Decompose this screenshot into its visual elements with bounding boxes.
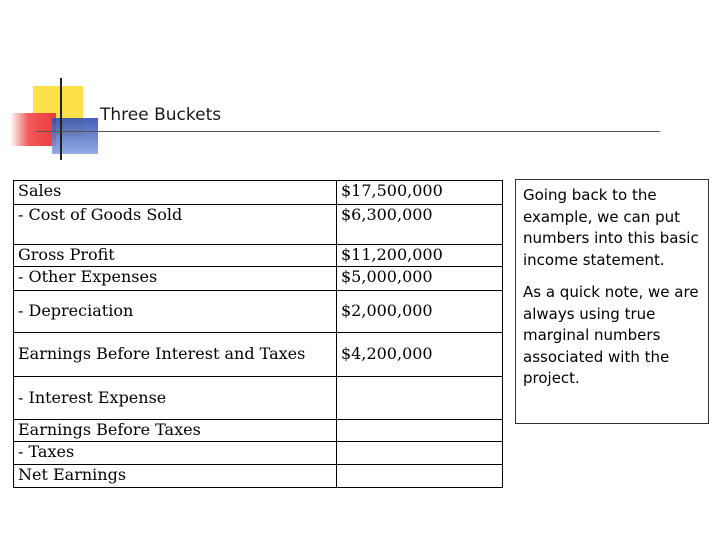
- row-value: $5,000,000: [337, 267, 503, 291]
- row-value: [337, 442, 503, 465]
- title-underline: [35, 131, 660, 132]
- row-value: $11,200,000: [337, 245, 503, 267]
- table-row: [14, 181, 503, 205]
- note-paragraph: As a quick note, we are always using true marginal numbers associated with the project.: [523, 283, 699, 387]
- logo-red-block: [10, 113, 56, 146]
- row-value: $17,500,000: [337, 181, 503, 205]
- explanation-note-box: [515, 179, 709, 424]
- table-row: [14, 245, 503, 267]
- row-label: - Depreciation: [14, 291, 337, 333]
- income-statement-table: [13, 180, 503, 488]
- row-value: [337, 465, 503, 488]
- table-row: [14, 267, 503, 291]
- row-value: [337, 377, 503, 420]
- table-row: [14, 333, 503, 377]
- slide-logo: [0, 0, 720, 170]
- row-value: $2,000,000: [337, 291, 503, 333]
- note-paragraph: Going back to the example, we can put numbers into this basic income statement.: [523, 186, 699, 269]
- table-row: [14, 291, 503, 333]
- row-label: Gross Profit: [14, 245, 337, 267]
- row-label: Net Earnings: [14, 465, 337, 488]
- row-label: - Other Expenses: [14, 267, 337, 291]
- row-value: $4,200,000: [337, 333, 503, 377]
- row-label: - Cost of Goods Sold: [14, 205, 337, 245]
- table-row: [14, 377, 503, 420]
- row-label: Sales: [14, 181, 337, 205]
- table-row: [14, 465, 503, 488]
- table-row: [14, 205, 503, 245]
- logo-blue-block: [52, 118, 98, 154]
- row-value: $6,300,000: [337, 205, 503, 245]
- row-label: Earnings Before Interest and Taxes: [14, 333, 337, 377]
- row-label: - Interest Expense: [14, 377, 337, 420]
- logo-vertical-line: [60, 78, 62, 160]
- slide-title: Three Buckets: [100, 105, 222, 125]
- row-label: Earnings Before Taxes: [14, 420, 337, 442]
- row-label: - Taxes: [14, 442, 337, 465]
- table-row: [14, 420, 503, 442]
- table-row: [14, 442, 503, 465]
- row-value: [337, 420, 503, 442]
